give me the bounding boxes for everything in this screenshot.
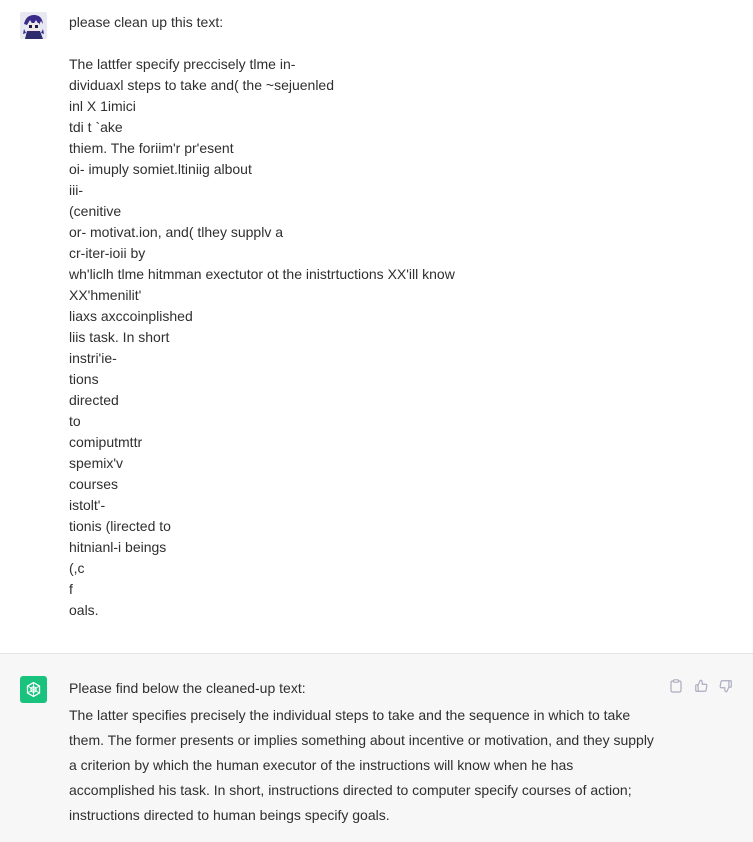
user-message-line: (,c: [69, 560, 85, 576]
user-message-line: XX'hmenilit': [69, 287, 142, 303]
user-message-line: liaxs axccoinplished: [69, 308, 193, 324]
user-message-line: [69, 33, 455, 54]
message-actions: [669, 678, 733, 694]
user-message-line: tions: [69, 371, 99, 387]
assistant-intro: Please find below the cleaned-up text:: [69, 680, 306, 696]
user-message-line: wh'liclh tlme hitmman exectutor ot the inistrtuctions XX'ill know: [69, 266, 455, 282]
assistant-body: The latter specifies precisely the individual steps to take and the sequence in which to take them. The former presents or implies something about incentive or motivation, and they supply a criterion by which the human executor of the instructions will know when he has accomplished his task. In short, instructions directed to computer specify courses of action; instructions directed to human beings specify goals.: [69, 707, 654, 823]
user-message-line: liis task. In short: [69, 329, 170, 345]
openai-logo-icon: [20, 676, 47, 703]
thumbs-down-icon[interactable]: [719, 678, 733, 694]
user-message-line: hitnianl-i beings: [69, 539, 167, 555]
user-avatar-icon: [20, 12, 47, 39]
user-message-line: to: [69, 413, 81, 429]
user-message-line: comiputmttr: [69, 434, 143, 450]
user-message-line: istolt'-: [69, 497, 106, 513]
user-message-line: tdi t `ake: [69, 119, 123, 135]
user-message-line: thiem. The foriim'r pr'esent: [69, 140, 234, 156]
user-message-line: or- motivat.ion, and( tlhey supplv a: [69, 224, 283, 240]
user-message-text: [69, 12, 455, 621]
user-message-line: courses: [69, 476, 119, 492]
user-message-line: oals.: [69, 602, 99, 618]
user-message-line: cr-iter-ioii by: [69, 245, 146, 261]
assistant-message-text: [69, 678, 659, 828]
user-message-line: tionis (lirected to: [69, 518, 171, 534]
user-message-line: inl X 1imici: [69, 98, 136, 114]
user-message-line: spemix'v: [69, 455, 124, 471]
user-message-line: The lattfer specify preccisely tlme in-: [69, 56, 296, 72]
user-message-line: f: [69, 581, 73, 597]
user-message-line: instri'ie-: [69, 350, 117, 366]
user-message-line: oi- imuply somiet.ltiniig albout: [69, 161, 252, 177]
user-message-line: please clean up this text:: [69, 14, 224, 30]
user-message-line: directed: [69, 392, 119, 408]
user-message-line: (cenitive: [69, 203, 122, 219]
copy-icon[interactable]: [669, 678, 683, 694]
user-message-line: iii-: [69, 182, 83, 198]
user-message-line: dividuaxl steps to take and( the ~sejuenled: [69, 77, 335, 93]
thumbs-up-icon[interactable]: [694, 678, 708, 694]
